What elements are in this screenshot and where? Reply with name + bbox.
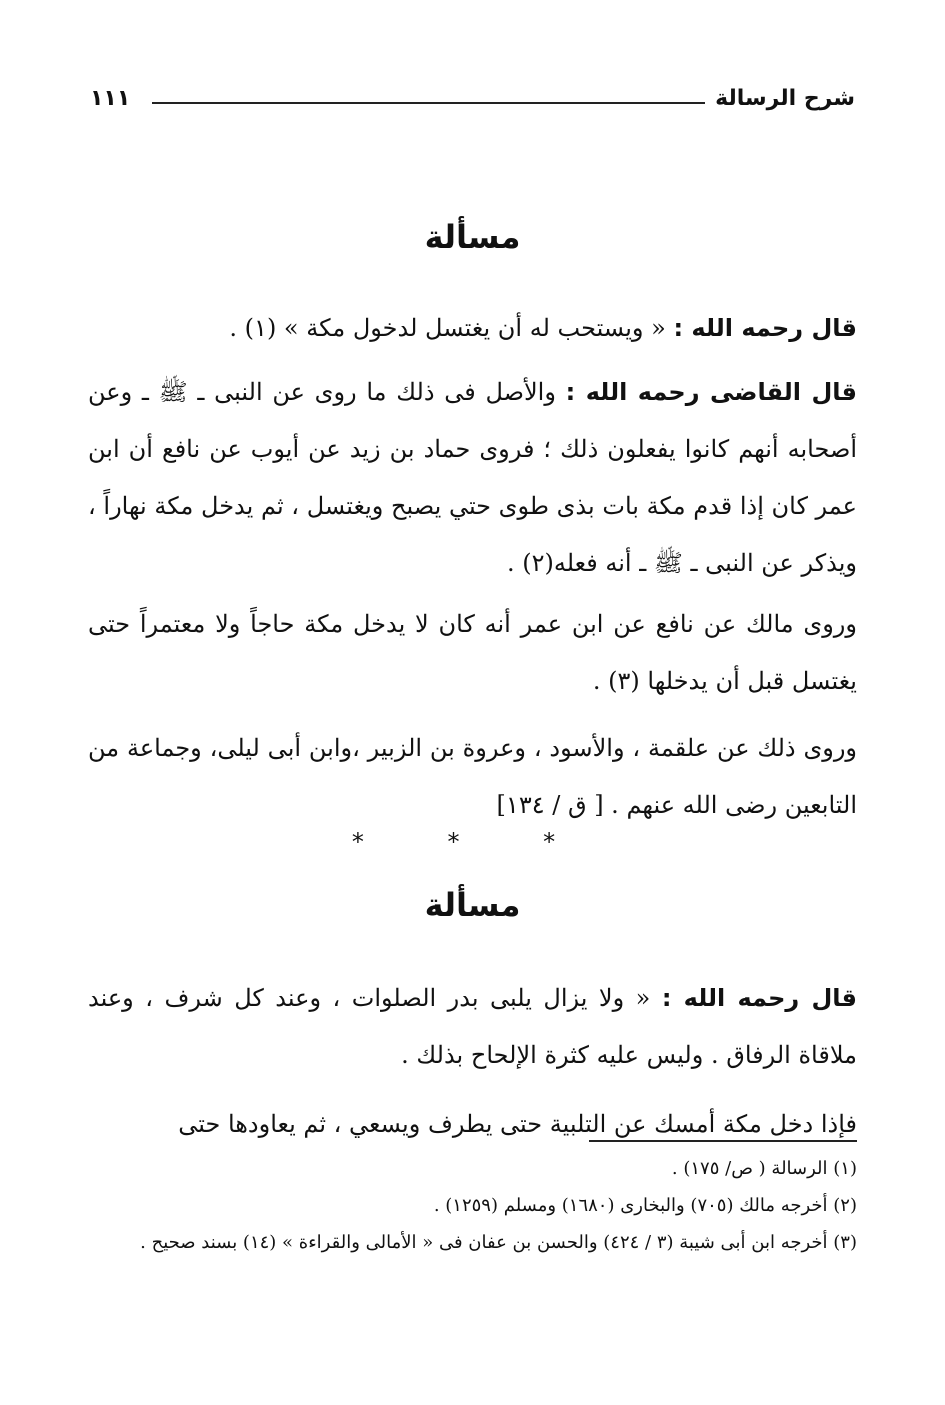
paragraph-text: وروى مالك عن نافع عن ابن عمر أنه كان لا يدخل مكة حاجاً ولا معتمراً حتى يغتسل قبل أن يدخلها (٣) . [88,610,857,695]
paragraph-text: وروى ذلك عن علقمة ، والأسود ، وعروة بن الزبير ،وابن أبى ليلى، وجماعة من التابعين رضى الله عنهم . [ ق / ١٣٤] [88,734,857,819]
footnote: (٣) أخرجه ابن أبى شيبة (٣ / ٤٢٤) والحسن بن عفان فى « الأمالى والقراءة » (١٤) بسند صحيح . [140,1232,857,1253]
footnote: (٢) أخرجه مالك (٧٠٥) والبخارى (١٦٨٠) ومسلم (١٢٥٩) . [433,1195,857,1216]
paragraph-lead: قال القاضى رحمه الله : [565,378,857,406]
paragraph [88,970,857,1084]
paragraph-lead: قال رحمه الله : [673,314,857,342]
paragraph [88,364,857,592]
paragraph [88,1096,857,1153]
book-title: شرح الرسالة [715,86,855,111]
paragraph-text: « ولا يزال يلبى بدر الصلوات ، وعند كل شرف ، وعند ملاقاة الرفاق . وليس عليه كثرة الإلحاح بذلك . [88,984,857,1069]
paragraph [88,300,857,357]
paragraph-text: والأصل فى ذلك ما روى عن النبى ـ ﷺ ـ وعن أصحابه أنهم كانوا يفعلون ذلك ؛ فروى حماد بن زيد عن أيوب عن نافع أن ابن عمر كان إذا قدم مكة بات بذى طوى حتي يصبح ويغتسل ، ثم يدخل مكة نهاراً ، ويذكر عن النبى ـ ﷺ ـ أنه فعله(٢) . [88,378,857,577]
paragraph-lead: قال رحمه الله : [661,984,858,1012]
section-heading: مسألة [424,886,521,924]
paragraph [88,596,857,710]
footnote: (١) الرسالة ( ص/ ١٧٥) . [671,1158,857,1179]
paragraph-text: فإذا دخل مكة أمسك عن التلبية حتى يطرف ويسعي ، ثم يعاودها حتى [178,1110,857,1138]
paragraph [88,720,857,834]
footnotes [88,1150,857,1261]
section-heading: مسألة [424,218,521,256]
running-header [90,80,855,120]
footnote-rule [589,1140,857,1142]
section-separator: * * * [351,828,594,856]
header-rule [152,102,705,104]
paragraph-text: « ويستحب له أن يغتسل لدخول مكة » (١) . [229,314,674,342]
page-number: ١١١ [90,86,131,111]
